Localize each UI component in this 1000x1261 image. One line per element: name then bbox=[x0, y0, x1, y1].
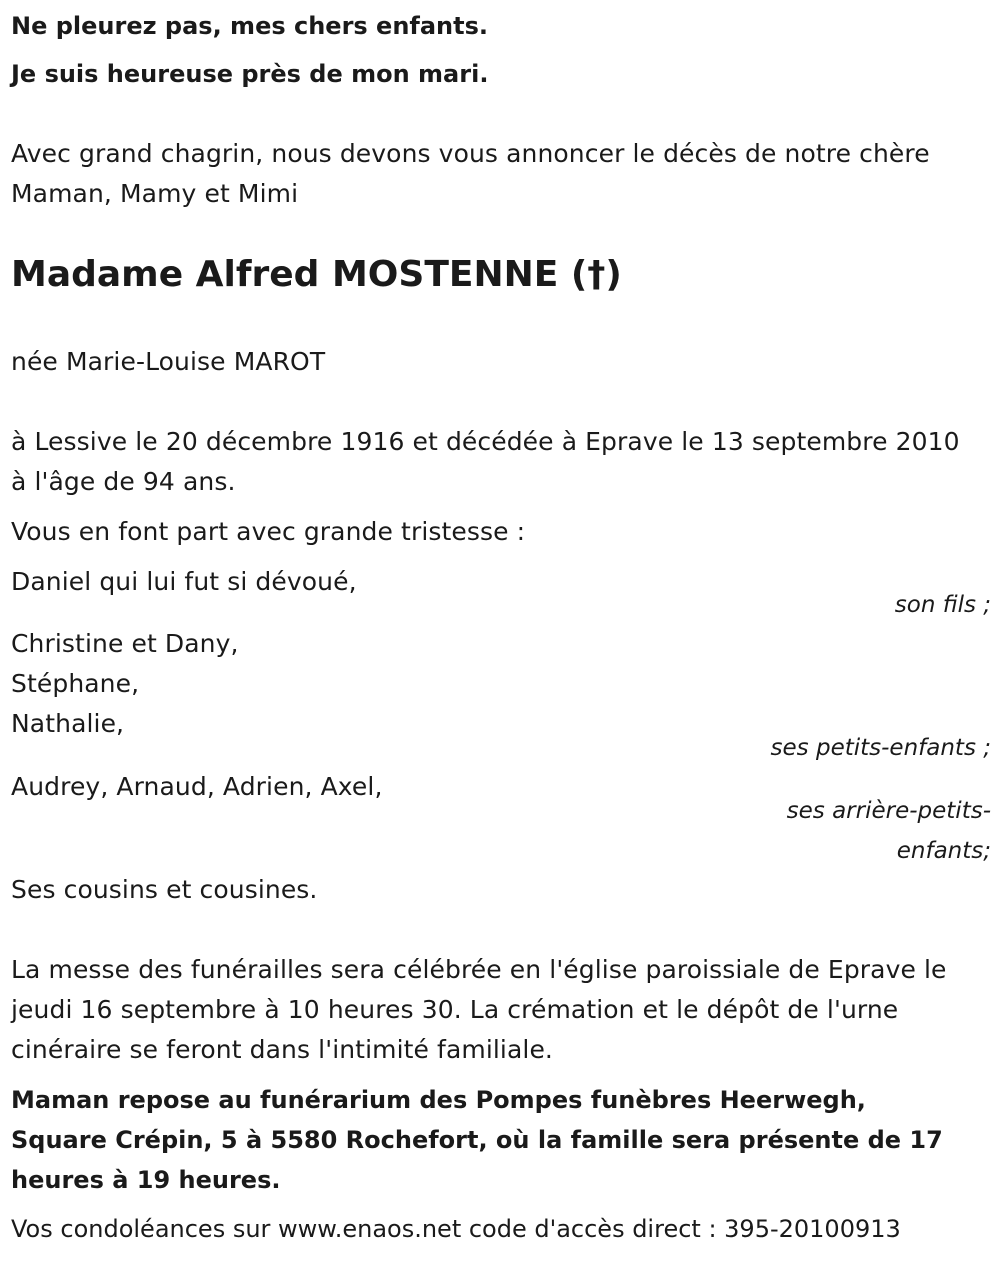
maiden-name: née Marie-Louise MAROT bbox=[11, 347, 326, 376]
announcement: Vous en font part avec grande tristesse : bbox=[11, 517, 526, 546]
funerarium-line-2: Square Crépin, 5 à 5580 Rochefort, où la famille sera présente de 17 bbox=[11, 1126, 943, 1154]
motto-line-1: Ne pleurez pas, mes chers enfants. bbox=[11, 12, 489, 40]
son-role: son fils ; bbox=[894, 592, 991, 618]
intro-line-2: Maman, Mamy et Mimi bbox=[11, 179, 299, 208]
great-grandchildren-role-line-2: enfants; bbox=[896, 838, 991, 864]
condolences-info: Vos condoléances sur www.enaos.net code d'accès direct : 395-20100913 bbox=[11, 1215, 901, 1243]
grandchildren-role: ses petits-enfants ; bbox=[770, 735, 991, 761]
funerarium-line-1: Maman repose au funérarium des Pompes funèbres Heerwegh, bbox=[11, 1086, 866, 1114]
grandchild-3: Nathalie, bbox=[11, 709, 125, 738]
son-name: Daniel qui lui fut si dévoué, bbox=[11, 567, 357, 596]
grandchild-2: Stéphane, bbox=[11, 669, 140, 698]
ceremony-line-2: jeudi 16 septembre à 10 heures 30. La crémation et le dépôt de l'urne bbox=[11, 995, 899, 1024]
dates-line-2: à l'âge de 94 ans. bbox=[11, 467, 236, 496]
funerarium-line-3: heures à 19 heures. bbox=[11, 1166, 281, 1194]
motto-line-2: Je suis heureuse près de mon mari. bbox=[11, 60, 489, 88]
great-grandchildren: Audrey, Arnaud, Adrien, Axel, bbox=[11, 772, 383, 801]
great-grandchildren-role-line-1: ses arrière-petits- bbox=[786, 798, 991, 824]
intro-line-1: Avec grand chagrin, nous devons vous annoncer le décès de notre chère bbox=[11, 139, 930, 168]
cousins: Ses cousins et cousines. bbox=[11, 875, 318, 904]
grandchild-1: Christine et Dany, bbox=[11, 629, 239, 658]
ceremony-line-1: La messe des funérailles sera célébrée en l'église paroissiale de Eprave le bbox=[11, 955, 947, 984]
ceremony-line-3: cinéraire se feront dans l'intimité familiale. bbox=[11, 1035, 553, 1064]
deceased-name: Madame Alfred MOSTENNE (†) bbox=[11, 254, 622, 295]
dates-line-1: à Lessive le 20 décembre 1916 et décédée à Eprave le 13 septembre 2010 bbox=[11, 427, 960, 456]
